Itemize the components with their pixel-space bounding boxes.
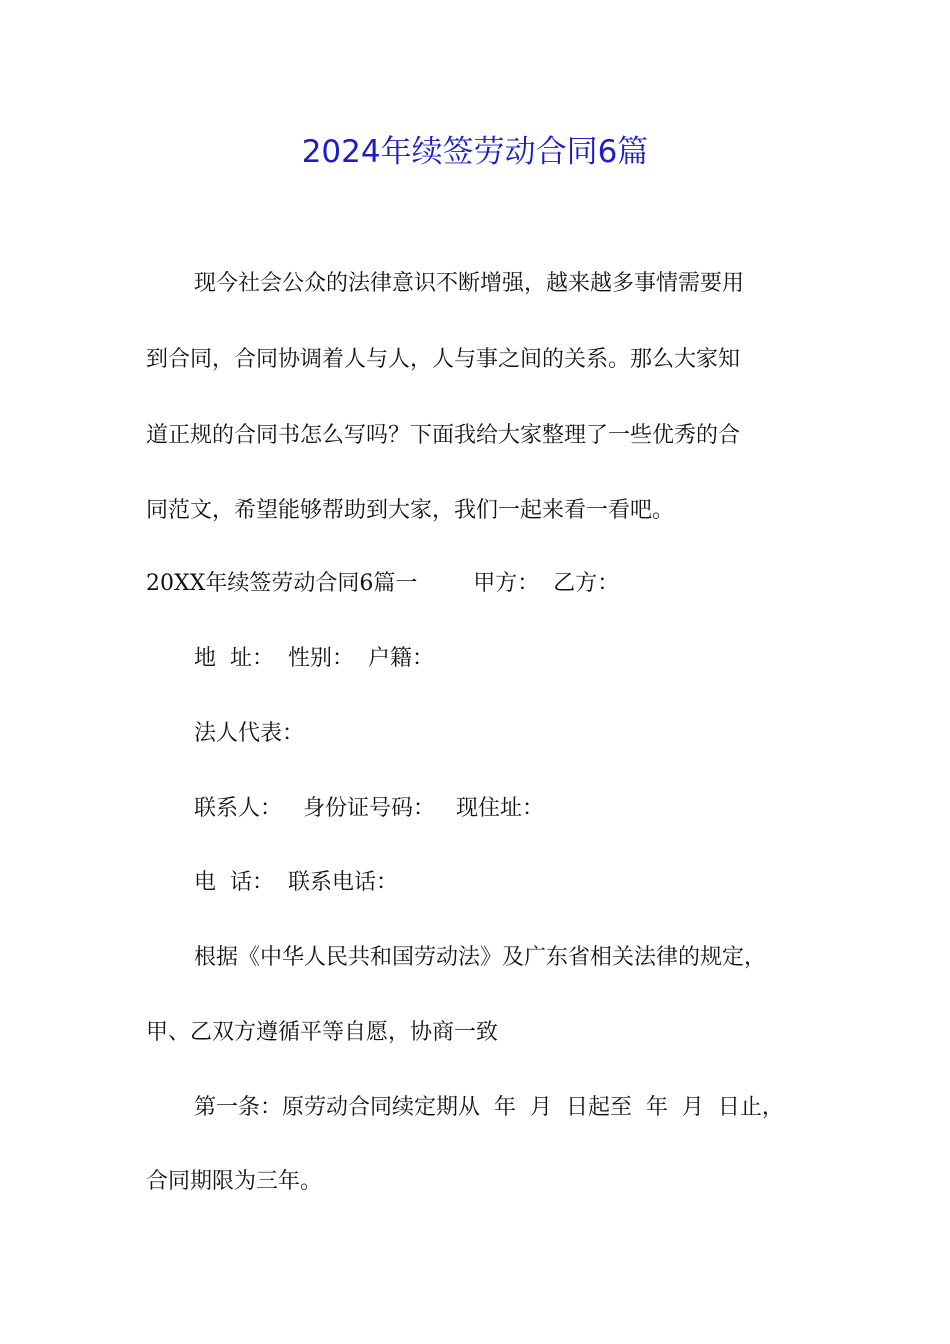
clause-line: 合同期限为三年。 — [146, 1169, 323, 1194]
document-title: 2024年续签劳动合同6篇 — [301, 134, 649, 170]
paragraph-line: 根据《中华人民共和国劳动法》及广东省相关法律的规定， — [194, 945, 767, 970]
field-line-legal-rep: 法人代表： — [194, 721, 305, 746]
field-line-address: 地 址： 性别： 户籍： — [194, 646, 434, 671]
paragraph-line: 到合同，合同协调着人与人，人与事之间的关系。那么大家知 — [146, 347, 741, 372]
field-line-phone: 电 话： 联系电话： — [194, 870, 398, 895]
paragraph-line: 甲、乙双方遵循平等自愿，协商一致 — [146, 1020, 499, 1045]
field-line-contact: 联系人： 身份证号码： 现住址： — [194, 796, 544, 821]
paragraph-line: 现今社会公众的法律意识不断增强，越来越多事情需要用 — [194, 271, 745, 296]
section-heading-line: 20XX年续签劳动合同6篇一 甲方： 乙方： — [146, 571, 620, 596]
clause-line: 第一条：原劳动合同续定期从 年 月 日起至 年 月 日止， — [194, 1095, 784, 1120]
paragraph-line: 道正规的合同书怎么写吗？下面我给大家整理了一些优秀的合 — [146, 423, 741, 448]
paragraph-line: 同范文，希望能够帮助到大家，我们一起来看一看吧。 — [146, 498, 675, 523]
